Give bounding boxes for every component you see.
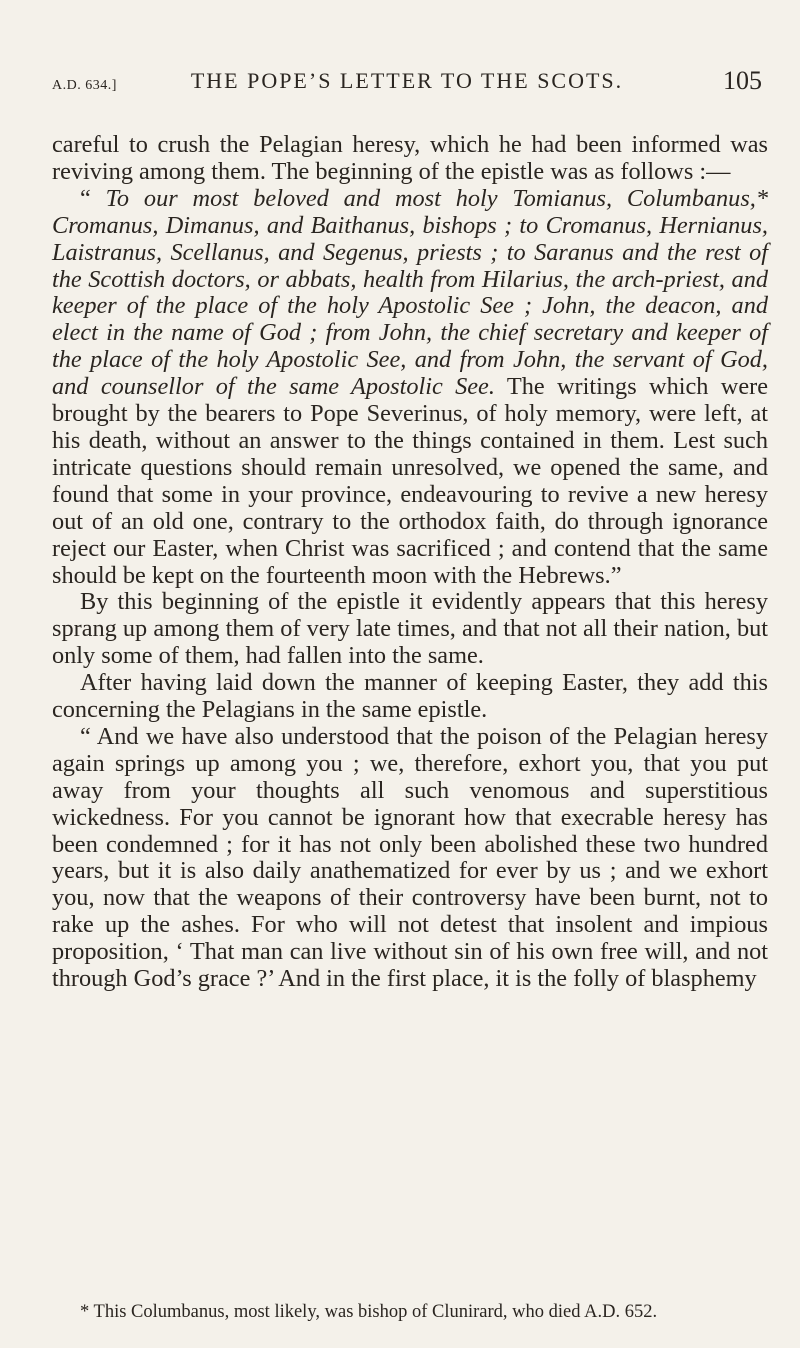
paragraph: “ To our most beloved and most holy Tomianus, Columbanus,* Cromanus, Dimanus, and Baithanus, bishops ; to Cromanus, Hernianus, Laistranus, Scellanus, and Segenus, priests ; to Saranus and the rest of the Scottish doctors, or abbats, health from Hilarius, the arch-priest, and keeper of the place of the holy Apostolic See ; John, the deacon, and elect in the name of God ; from John, the chief secretary and keeper of the place of the holy Apostolic See, and from John, the servant of God, and counsellor of the same Apostolic See. The writings which were brought by the bearers to Pope Severinus, of holy memory, were left, at his death, without an answer to the things contained in them. Lest such intricate questions should remain unresolved, we opened the same, and found that some in your province, endeavouring to revive a new heresy out of an old one, contrary to the orthodox faith, do through ignorance reject our Easter, when Christ was sacrificed ; and contend that the same should be kept on the fourteenth moon with the Hebrews.”	[52, 184, 768, 589]
paragraph: After having laid down the manner of keeping Easter, they add this concerning the Pelagians in the same epistle.	[52, 669, 768, 724]
paragraph: “ And we have also understood that the poison of the Pelagian heresy again springs up among you ; we, therefore, exhort you, that you put away from your thoughts all such venomous and superstitious wickedness. For you cannot be ignorant how that execrable heresy has been condemned ; for it has not only been abolished these two hundred years, but it is also daily anathematized for ever by us ; and we exhort you, now that the weapons of their controversy have been burnt, not to rake up the ashes. For who will not detest that insolent and impious proposition, ‘ That man can live without sin of his own free will, and not through God’s grace ?’ And in the first place, it is the folly of blasphemy	[52, 722, 768, 993]
footnote: * This Columbanus, most likely, was bishop of Clunirard, who died A.D. 652.	[80, 1302, 658, 1322]
paragraph: By this beginning of the epistle it evidently appears that this heresy sprang up among them of very late times, and that not all their nation, but only some of them, had fallen into the same.	[52, 588, 768, 670]
running-header	[52, 66, 762, 102]
paragraph: careful to crush the Pelagian heresy, which he had been informed was reviving among them. The beginning of the epistle was as follows :—	[52, 131, 768, 185]
year-marker: A.D. 634.]	[52, 78, 117, 93]
salutation: To our most beloved and most holy Tomianus, Columbanus,* Cromanus, Dimanus, and Baithanus, bishops ; to Cromanus, Hernianus, Laistranus, Scellanus, and Segenus, priests ; to Saranus and the rest of the Scottish doctors, or abbats, health from Hilarius, the arch-priest, and keeper of the place of the holy Apostolic See ; John, the deacon, and elect in the name of God ; from John, the chief secretary and keeper of the place of the holy Apostolic See, and from John, the servant of God, and counsellor of the same Apostolic See.	[52, 184, 768, 401]
body-text	[52, 132, 768, 993]
page-number: 105	[723, 66, 762, 95]
running-title: THE POPE’S LETTER TO THE SCOTS.	[190, 68, 624, 93]
